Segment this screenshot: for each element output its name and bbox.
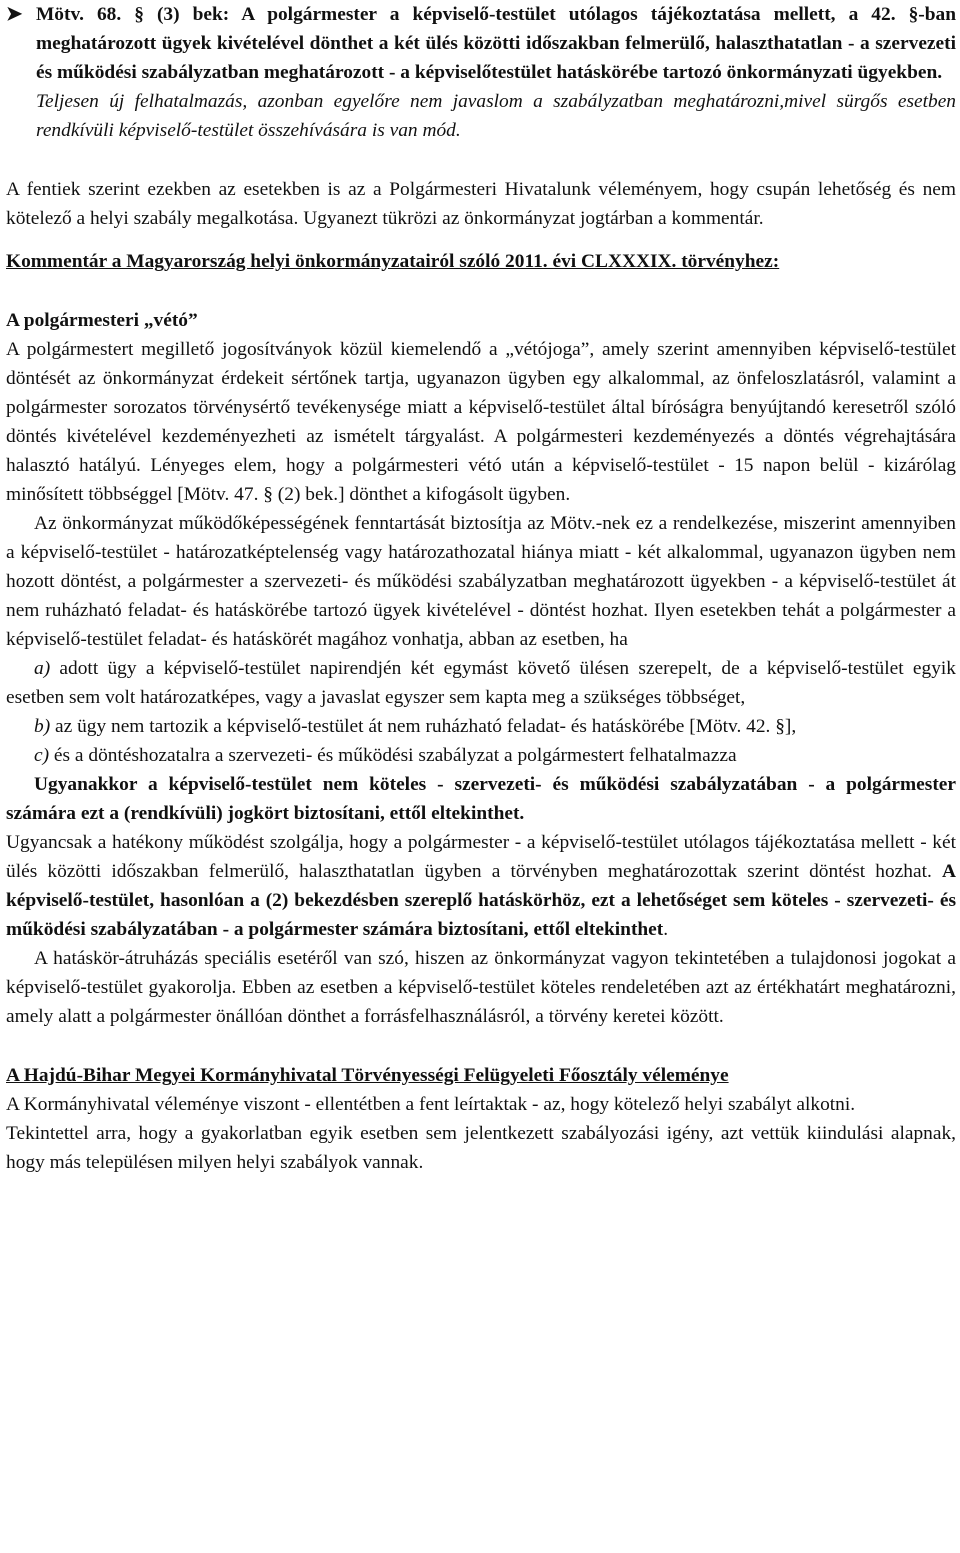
office-paragraph-1: A Kormányhivatal véleménye viszont - ellentétben a fent leírtaktak - az, hogy kötelező helyi szabályt alkotni. [6,1094,856,1115]
delegation-paragraph: A hatáskör-átruházás speciális esetéről van szó, hiszen az önkormányzat vagyon tekintetében a tulajdonosi jogokat a képviselő-testület gyakorolja. Ebben az esetben a képviselő-testület köteles rendeletében azt az értékhatárt meghatározni, amely alatt a polgármester önállóan dönthet a forrásfelhasználásról, a törvény keretei között. [6,948,956,1027]
opinion-paragraph: A fentiek szerint ezekben az esetekben is az a Polgármesteri Hivatalunk véleményem, hogy csupán lehetőség és nem kötelező a helyi szabály megalkotása. Ugyanezt tükrözi az önkormányzat jogtárban a kommentár. [6,179,956,229]
veto-paragraph: A polgármestert megillető jogosítványok közül kiemelendő a „vétójoga”, amely szerint amennyiben képviselő-testület döntését az önkormányzat érdekeit sértőnek tartja, ugyanazon ügyben egy alkalommal, az önfeloszlatásról, valamint a polgármester sorozatos törvénysértő tevékenysége miatt a képviselő-testület által bíróságra benyújtandó keresetről szóló döntés kivételével kezdeményezheti az ismételt tárgyalást. A polgármesteri kezdeményezés a döntés végrehajtására halasztó hatályú. Lényeges elem, hogy a polgármesteri vétó után a képviselő-testület - 15 napon belül - kizárólag minősített többséggel [Mötv. 47. § (2) bek.] dönthet a kifogásolt ügyben. [6,339,956,505]
veto-heading: A polgármesteri „vétó” [6,310,198,331]
intro-comment-text: Teljesen új felhatalmazás, azonban egyelőre nem javaslom a szabályzatban meghatározni,mivel sürgős esetben rendkívüli képviselő-testület összehívására is van mód. [36,91,956,141]
arrow-right-icon: ➤ [6,4,23,25]
functioning-paragraph: Az önkormányzat működőképességének fenntartását biztosítja az Mötv.-nek ez a rendelkezése, miszerint amennyiben a képviselő-testület - határozatképtelenség vagy határozathozatal hiánya miatt - két alkalommal, ugyanazon ügyben nem hozott döntést, a polgármester a szervezeti- és működési szabályzatban meghatározott ügyekben - a képviselő-testület át nem ruházható feladat- és hatáskörébe tartozó ügyek kivételével - döntést hozhat. Ilyen esetekben tehát a polgármester a képviselő-testület feladat- és hatáskörét magához vonhatja, abban az esetben, ha [6,513,956,650]
list-item-text: az ügy nem tartozik a képviselő-testület át nem ruházható feladat- és hatáskörébe [Mötv. 42. §], [50,716,797,737]
list-item [6,712,956,741]
list-item [6,741,956,770]
intro-paragraph [6,0,956,145]
intro-law-text: Mötv. 68. § (3) bek: A polgármester a képviselő-testület utólagos tájékoztatása mellett, a 42. §-ban meghatározott ügyek kivételével dönthet a két ülés közötti időszakban felmerülő, halaszthatatlan - a szervezeti és működési szabályzatban meghatározott - a képviselőtestület hatáskörébe tartozó önkormányzati ügyekben. [36,4,956,83]
commentary-heading: Kommentár a Magyarország helyi önkormányzatairól szóló 2011. évi CLXXXIX. törvényhez: [6,251,780,272]
similar-tail-text: . [663,919,669,940]
similar-paragraph [6,828,956,944]
office-heading: A Hajdú-Bihar Megyei Kormányhivatal Törvényességi Felügyeleti Főosztály véleménye [6,1065,729,1086]
list-item-marker: c) [34,745,50,766]
list-item-marker: a) [34,658,51,679]
similar-bold-text: A képviselő-testület, hasonlóan a (2) bekezdésben szereplő hatáskörhöz, ezt a lehetőséget sem köteles - szervezeti- és működési szabályzatában - a polgármester számára biztosítani, ettől eltekinthet [6,861,956,940]
list-item-text: és a döntéshozatalra a szervezeti- és működési szabályzat a polgármestert felhatalmazza [49,745,737,766]
list-item-text: adott ügy a képviselő-testület napirendjén két egymást követő ülésen szerepelt, de a képviselő-testület egyik esetben sem volt határozatképes, vagy a javaslat egyszer sem kapta meg a szükséges többséget, [6,658,956,708]
office-paragraph-2: Tekintettel arra, hogy a gyakorlatban egyik esetben sem jelentkezett szabályozási igény, azt vettük kiindulási alapnak, hogy más településen milyen helyi szabályok vannak. [6,1123,956,1173]
list-item-marker: b) [34,716,51,737]
similar-normal-text: Ugyancsak a hatékony működést szolgálja, hogy a polgármester - a képviselő-testület utólagos tájékoztatása mellett - két ülés közötti időszakban felmerülő, halaszthatatlan ügyben a törvényben meghatározottak szerint döntést hozhat. [6,832,956,882]
list-item [6,654,956,712]
bold-statement: Ugyanakkor a képviselő-testület nem köteles - szervezeti- és működési szabályzatában - a polgármester számára ezt a (rendkívüli) jogkört biztosítani, ettől eltekinthet. [6,774,956,824]
